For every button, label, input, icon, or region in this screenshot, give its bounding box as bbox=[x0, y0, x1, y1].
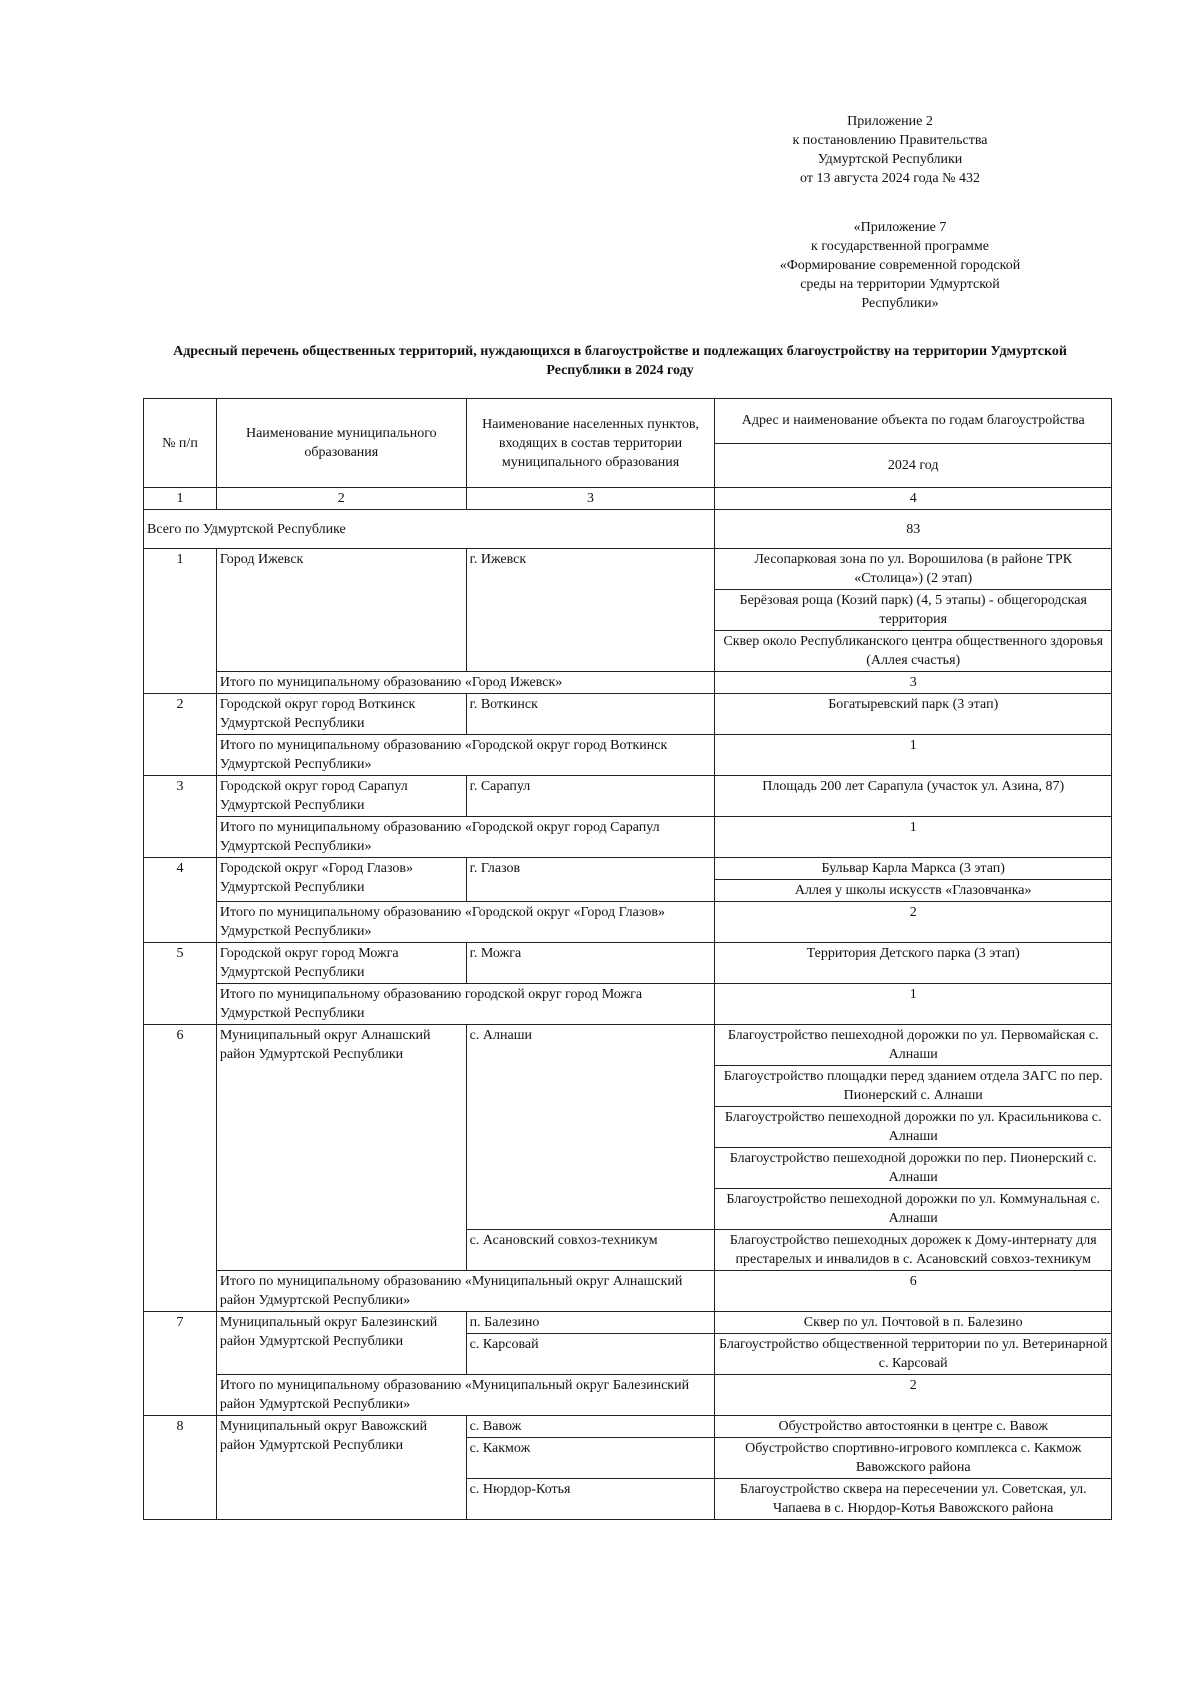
row-number: 1 bbox=[144, 549, 217, 694]
table-row bbox=[144, 776, 1112, 817]
settlement-name: с. Алнаши bbox=[466, 1025, 715, 1230]
settlement-name: г. Сарапул bbox=[466, 776, 715, 817]
subtotal-row bbox=[144, 672, 1112, 694]
municipality-name: Муниципальный округ Балезинский район Удмуртской Республики bbox=[216, 1312, 466, 1375]
subtotal-label: Итого по муниципальному образованию «Городской округ город Воткинск Удмуртской Республики» bbox=[216, 735, 715, 776]
document-title: Адресный перечень общественных территорий, нуждающихся в благоустройстве и подлежащих благоустройству на территории Удмуртской Республики в 2024 году bbox=[173, 344, 1067, 378]
header-year: 2024 год bbox=[715, 443, 1112, 488]
object-name: Обустройство спортивно-игрового комплекса с. Какмож Вавожского района bbox=[715, 1438, 1112, 1479]
object-name: Лесопарковая зона по ул. Ворошилова (в районе ТРК «Столица») (2 этап) bbox=[715, 549, 1112, 590]
header-settlements: Наименование населенных пунктов, входящих в состав территории муниципального образования bbox=[466, 399, 715, 488]
municipality-name: Муниципальный округ Вавожский район Удмуртской Республики bbox=[216, 1416, 466, 1520]
row-number: 4 bbox=[144, 858, 217, 943]
subtotal-row bbox=[144, 1375, 1112, 1416]
municipality-name: Городской округ город Сарапул Удмуртской Республики bbox=[216, 776, 466, 817]
row-number: 5 bbox=[144, 943, 217, 1025]
column-numbers-row bbox=[144, 488, 1112, 510]
territories-table bbox=[143, 398, 1112, 1520]
object-name: Территория Детского парка (3 этап) bbox=[715, 943, 1112, 984]
table-row bbox=[144, 1025, 1112, 1066]
subtotal-row bbox=[144, 1271, 1112, 1312]
municipality-name: Городской округ город Воткинск Удмуртской Республики bbox=[216, 694, 466, 735]
appendix-7-block bbox=[750, 218, 1050, 313]
subtotal-value: 1 bbox=[715, 984, 1112, 1025]
row-number: 8 bbox=[144, 1416, 217, 1520]
appendix-7-line: «Формирование современной городской bbox=[779, 258, 1021, 273]
row-number: 3 bbox=[144, 776, 217, 858]
appendix-7-line: «Приложение 7 bbox=[853, 220, 947, 235]
settlement-name: с. Нюрдор-Котья bbox=[466, 1479, 715, 1520]
appendix-2-line: Удмуртской Республики bbox=[817, 152, 963, 167]
appendix-2-block bbox=[770, 112, 1010, 188]
table-body bbox=[144, 549, 1112, 1520]
subtotal-label: Итого по муниципальному образованию «Город Ижевск» bbox=[216, 672, 715, 694]
row-number: 7 bbox=[144, 1312, 217, 1416]
municipality-name: Муниципальный округ Алнашский район Удмуртской Республики bbox=[216, 1025, 466, 1271]
column-number: 2 bbox=[216, 488, 466, 510]
subtotal-label: Итого по муниципальному образованию «Городской округ город Сарапул Удмуртской Республики» bbox=[216, 817, 715, 858]
row-number: 6 bbox=[144, 1025, 217, 1312]
table-row bbox=[144, 694, 1112, 735]
settlement-name: г. Воткинск bbox=[466, 694, 715, 735]
object-name: Благоустройство пешеходных дорожек к Дому-интернату для престарелых и инвалидов в с. Асановский совхоз-техникум bbox=[715, 1230, 1112, 1271]
subtotal-value: 1 bbox=[715, 817, 1112, 858]
header-municipality: Наименование муниципального образования bbox=[216, 399, 466, 488]
table-row bbox=[144, 1312, 1112, 1334]
object-name: Сквер по ул. Почтовой в п. Балезино bbox=[715, 1312, 1112, 1334]
municipality-name: Городской округ «Город Глазов» Удмуртской Республики bbox=[216, 858, 466, 902]
table-row bbox=[144, 858, 1112, 880]
object-name: Богатыревский парк (3 этап) bbox=[715, 694, 1112, 735]
subtotal-value: 2 bbox=[715, 902, 1112, 943]
subtotal-value: 3 bbox=[715, 672, 1112, 694]
object-name: Обустройство автостоянки в центре с. Вавож bbox=[715, 1416, 1112, 1438]
table-row bbox=[144, 1416, 1112, 1438]
header-row bbox=[144, 399, 1112, 444]
subtotal-value: 2 bbox=[715, 1375, 1112, 1416]
object-name: Площадь 200 лет Сарапула (участок ул. Азина, 87) bbox=[715, 776, 1112, 817]
header-objects: Адрес и наименование объекта по годам благоустройства bbox=[715, 399, 1112, 444]
subtotal-row bbox=[144, 735, 1112, 776]
object-name: Благоустройство пешеходной дорожки по пер. Пионерский с. Алнаши bbox=[715, 1148, 1112, 1189]
settlement-name: г. Глазов bbox=[466, 858, 715, 902]
appendix-2-line: от 13 августа 2024 года № 432 bbox=[800, 171, 980, 186]
subtotal-label: Итого по муниципальному образованию «Муниципальный округ Алнашский район Удмуртской Республики» bbox=[216, 1271, 715, 1312]
object-name: Благоустройство сквера на пересечении ул. Советская, ул. Чапаева в с. Нюрдор-Котья Вавожского района bbox=[715, 1479, 1112, 1520]
appendix-7-line: к государственной программе bbox=[811, 239, 989, 254]
object-name: Благоустройство пешеходной дорожки по ул. Коммунальная с. Алнаши bbox=[715, 1189, 1112, 1230]
subtotal-row bbox=[144, 817, 1112, 858]
settlement-name: с. Карсовай bbox=[466, 1334, 715, 1375]
row-number: 2 bbox=[144, 694, 217, 776]
settlement-name: п. Балезино bbox=[466, 1312, 715, 1334]
grand-total-row bbox=[144, 510, 1112, 549]
subtotal-label: Итого по муниципальному образованию «Муниципальный округ Балезинский район Удмуртской Республики» bbox=[216, 1375, 715, 1416]
header-num: № п/п bbox=[144, 399, 217, 488]
object-name: Благоустройство площадки перед зданием отдела ЗАГС по пер. Пионерский с. Алнаши bbox=[715, 1066, 1112, 1107]
subtotal-row bbox=[144, 902, 1112, 943]
subtotal-row bbox=[144, 984, 1112, 1025]
subtotal-value: 1 bbox=[715, 735, 1112, 776]
object-name: Бульвар Карла Маркса (3 этап) bbox=[715, 858, 1112, 880]
object-name: Благоустройство общественной территории по ул. Ветеринарной с. Карсовай bbox=[715, 1334, 1112, 1375]
column-number: 4 bbox=[715, 488, 1112, 510]
subtotal-value: 6 bbox=[715, 1271, 1112, 1312]
column-number: 1 bbox=[144, 488, 217, 510]
object-name: Благоустройство пешеходной дорожки по ул. Первомайская с. Алнаши bbox=[715, 1025, 1112, 1066]
appendix-2-line: Приложение 2 bbox=[847, 114, 933, 129]
table-row bbox=[144, 549, 1112, 590]
subtotal-label: Итого по муниципальному образованию городской округ город Можга Удмурсткой Республики bbox=[216, 984, 715, 1025]
column-number: 3 bbox=[466, 488, 715, 510]
object-name: Аллея у школы искусств «Глазовчанка» bbox=[715, 880, 1112, 902]
table-row bbox=[144, 943, 1112, 984]
object-name: Благоустройство пешеходной дорожки по ул. Красильникова с. Алнаши bbox=[715, 1107, 1112, 1148]
object-name: Сквер около Республиканского центра общественного здоровья (Аллея счастья) bbox=[715, 631, 1112, 672]
municipality-name: Городской округ город Можга Удмуртской Республики bbox=[216, 943, 466, 984]
appendix-7-line: Республики» bbox=[861, 296, 939, 311]
settlement-name: с. Асановский совхоз-техникум bbox=[466, 1230, 715, 1271]
subtotal-label: Итого по муниципальному образованию «Городской округ «Город Глазов» Удмурсткой Республики» bbox=[216, 902, 715, 943]
settlement-name: с. Какмож bbox=[466, 1438, 715, 1479]
settlement-name: г. Ижевск bbox=[466, 549, 715, 672]
grand-total-label: Всего по Удмуртской Республике bbox=[144, 510, 715, 549]
municipality-name: Город Ижевск bbox=[216, 549, 466, 672]
appendix-7-line: среды на территории Удмуртской bbox=[800, 277, 1000, 292]
settlement-name: г. Можга bbox=[466, 943, 715, 984]
settlement-name: с. Вавож bbox=[466, 1416, 715, 1438]
object-name: Берёзовая роща (Козий парк) (4, 5 этапы) - общегородская территория bbox=[715, 590, 1112, 631]
appendix-2-line: к постановлению Правительства bbox=[792, 133, 988, 148]
grand-total-value: 83 bbox=[715, 510, 1112, 549]
